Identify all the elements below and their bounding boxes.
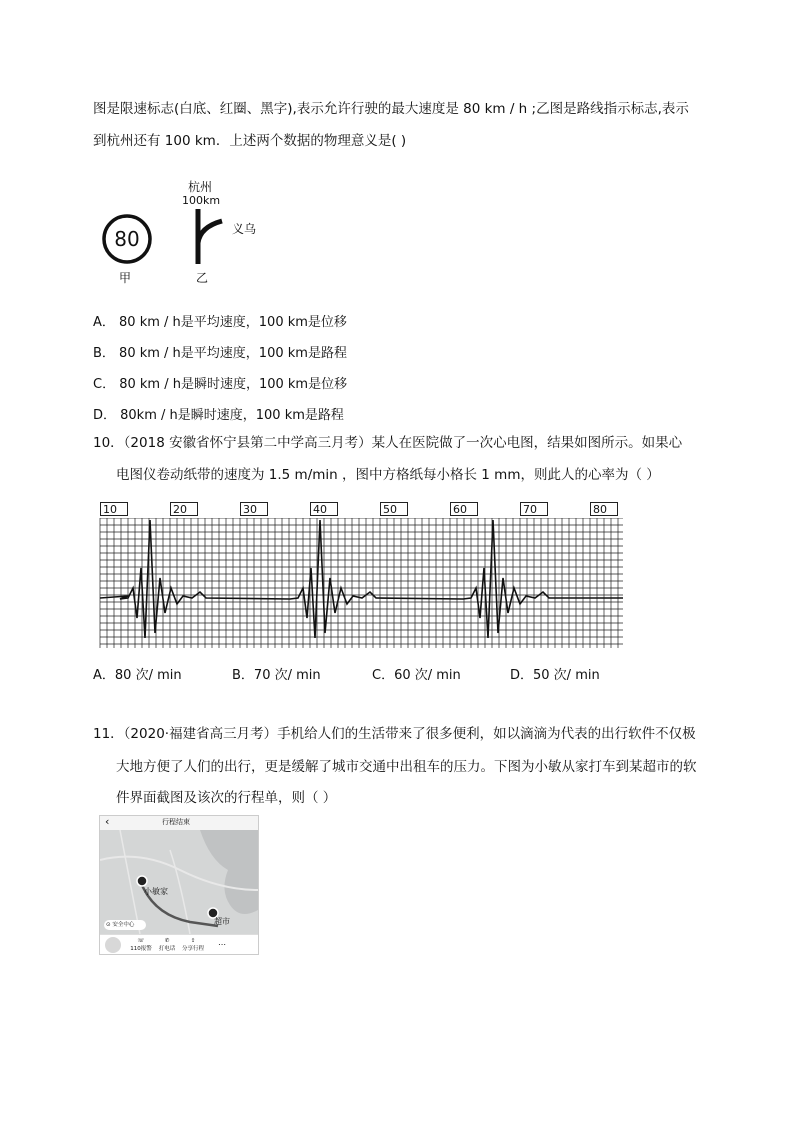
- sign-yi-label: 乙: [196, 271, 209, 285]
- market-label: 超市: [214, 917, 230, 926]
- avatar: [105, 937, 121, 953]
- call-police-label: 110报警: [130, 946, 152, 952]
- ecg-tick-label: 60: [450, 502, 478, 516]
- ecg-tick-label: 20: [170, 502, 198, 516]
- back-arrow-icon[interactable]: ‹: [105, 815, 110, 828]
- ecg-tick-label: 80: [590, 502, 618, 516]
- ecg-chart: [98, 500, 628, 652]
- q11-text-line1: 11．（2020·福建省高三月考）手机给人们的生活带来了很多便利，如以滴滴为代表的出行软件不仅极: [93, 726, 696, 742]
- ecg-tick-label: 10: [100, 502, 128, 516]
- sign-yi-city: 杭州: [188, 180, 213, 194]
- q9-option-a[interactable]: A． 80 km / h是平均速度，100 km是位移: [93, 315, 347, 330]
- ecg-tick-label: 40: [310, 502, 338, 516]
- phone-button[interactable]: [156, 938, 178, 952]
- q10-option-a[interactable]: A．80 次/ min: [93, 668, 182, 683]
- shield-icon: ⊙: [106, 922, 111, 928]
- route-map: [100, 830, 258, 934]
- q9-option-c[interactable]: C． 80 km / h是瞬时速度，100 km是位移: [93, 377, 348, 392]
- q11-text-line2: 大地方便了人们的出行，更是缓解了城市交通中出租车的压力。下图为小敏从家打车到某超市的软: [116, 759, 697, 775]
- ecg-tick-label: 70: [520, 502, 548, 516]
- share-trip-button[interactable]: [182, 938, 204, 952]
- q10-option-d[interactable]: D．50 次/ min: [510, 668, 600, 683]
- call-police-button[interactable]: [130, 938, 152, 952]
- ecg-grid: [98, 518, 628, 650]
- home-label: 小敏家: [144, 887, 168, 896]
- share-trip-label: 分享行程: [182, 946, 205, 952]
- q10-option-c[interactable]: C．60 次/ min: [372, 668, 461, 683]
- ecg-tick-label: 30: [240, 502, 268, 516]
- q10-text-line2: 电图仪卷动纸带的速度为 1.5 m/min ，图中方格纸每小格长 1 mm，则此人的心率为（ ）: [116, 467, 660, 483]
- ecg-tick-label: 50: [380, 502, 408, 516]
- route-sign-arrow-icon: [192, 209, 228, 265]
- sign-jia-label: 甲: [119, 271, 132, 285]
- sign-yi-distance: 100km: [182, 194, 221, 207]
- sign-yi-branch: 义乌: [232, 222, 257, 236]
- ride-app-screenshot: [99, 815, 259, 955]
- q9-option-d[interactable]: D． 80km / h是瞬时速度，100 km是路程: [93, 408, 344, 423]
- q9-text-line1: 图是限速标志(白底、红圈、黑字),表示允许行驶的最大速度是 80 km / h ;乙图是路线指示标志,表示: [93, 101, 689, 117]
- safety-center-button[interactable]: [104, 920, 146, 930]
- app-header: [100, 816, 258, 830]
- police-icon: ☏: [137, 938, 145, 944]
- q9-option-b[interactable]: B． 80 km / h是平均速度，100 km是路程: [93, 346, 347, 361]
- speed-limit-sign: [101, 213, 153, 265]
- app-bottom-bar: [100, 934, 258, 955]
- q10-text-line1: 10．（2018 安徽省怀宁县第二中学高三月考）某人在医院做了一次心电图，结果如图所示。如果心: [93, 435, 683, 451]
- phone-label: 打电话: [158, 946, 176, 952]
- more-icon[interactable]: ⋯: [218, 940, 226, 949]
- q9-text-line2: 到杭州还有 100 km．上述两个数据的物理意义是( ): [93, 133, 407, 149]
- safety-center-label: 安全中心: [112, 922, 135, 928]
- q10-option-b[interactable]: B．70 次/ min: [232, 668, 321, 683]
- ecg-trace: [100, 520, 623, 638]
- speed-limit-value: 80: [114, 227, 140, 251]
- share-icon: ⇪: [190, 938, 196, 944]
- phone-icon: ✆: [164, 938, 170, 944]
- q11-text-line3: 件界面截图及该次的行程单，则（ ）: [116, 790, 337, 806]
- app-title: 行程结束: [162, 818, 190, 826]
